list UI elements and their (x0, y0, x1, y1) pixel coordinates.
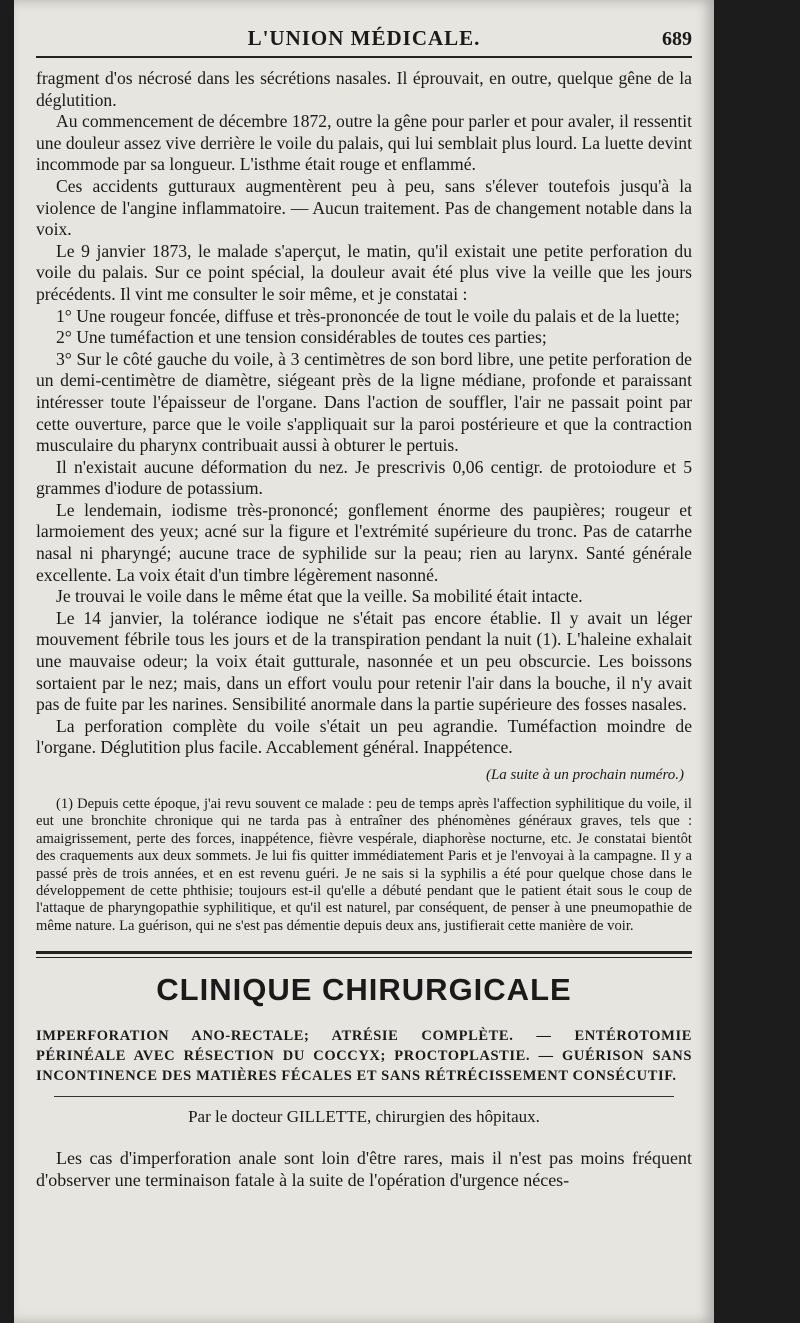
paragraph: 1° Une rougeur foncée, diffuse et très-prononcée de tout le voile du palais et de la luette; (56, 305, 680, 326)
paragraph: Le 9 janvier 1873, le malade s'aperçut, le matin, qu'il existait une petite perforation du voile du palais. Sur ce point spécial, la douleur avait été plus vive la veille que les jours précédents. Il vint me consulter le soir même, et je constatai : (36, 240, 692, 304)
paragraph: 2° Une tuméfaction et une tension considérables de toutes ces parties; (56, 327, 547, 348)
journal-page (14, 0, 714, 1323)
journal-title: L'UNION MÉDICALE. (247, 26, 481, 50)
article-body (36, 68, 692, 759)
footnote: (1) Depuis cette époque, j'ai revu souvent ce malade : peu de temps après l'affection syphilitique du voile, il eut une bronchite chronique qui ne tarda pas à entraîner des phénomènes généraux graves, tels que : amaigrissement, perte des forces, inappétence, fièvre vespérale, diaphorèse nocturne, etc. Je constatai bientôt des craquements aux deux sommets. Je lui fis quitter immédiatement Paris et je l'envoyai à la campagne. Il y a passé près de trois années, et en est revenu guéri. Je ne sais si la syphilis a été pour quelque chose dans le développement de cette phthisie; toujours est-il qu'elle a débuté pendant que le patient était sous le coup de l'attaque de pharyngopathie syphilitique, et qu'il est naturel, par conséquent, de penser à une pneumopathie de même nature. La guérison, qui ne s'est pas démentie depuis deux ans, justifierait cette manière de voir. (36, 796, 692, 934)
byline: Par le docteur GILLETTE, chirurgien des hôpitaux. (188, 1107, 540, 1127)
page-number: 689 (662, 28, 692, 50)
running-header (36, 20, 692, 58)
paragraph: fragment d'os nécrosé dans les sécrétions nasales. Il éprouvait, en outre, quelque gêne de la déglutition. (36, 68, 692, 110)
intro-paragraph: Les cas d'imperforation anale sont loin d'être rares, mais il n'est pas moins fréquent d'observer une terminaison fatale à la suite de l'opération d'urgence néces- (36, 1148, 692, 1191)
paragraph: Le lendemain, iodisme très-prononcé; gonflement énorme des paupières; rougeur et larmoiement des yeux; acné sur la figure et l'extrémité supérieure du tronc. Pas de catarrhe nasal ni pharyngé; aucune trace de syphilide sur la peau; rien au larynx. Santé générale excellente. La voix était d'un timbre légèrement nasonné. (36, 499, 692, 585)
section-divider (36, 951, 692, 958)
paragraph: Le 14 janvier, la tolérance iodique ne s'était pas encore établie. Il y avait un léger mouvement fébrile tous les jours et de la transpiration pendant la nuit (1). L'haleine exhalait une mauvaise odeur; la voix était gutturale, nasonnée et un peu obscurcie. Les boissons sortaient par le nez; mais, dans un effort voulu pour retenir l'air dans la bouche, il n'y avait pas de fuite par les narines. Sensibilité anormale dans la partie supérieure des fosses nasales. (36, 607, 692, 715)
title-rule (54, 1096, 674, 1097)
continued-note: (La suite à un prochain numéro.) (485, 767, 684, 783)
article-title: IMPERFORATION ANO-RECTALE; ATRÉSIE COMPLÈTE. — ENTÉROTOMIE PÉRINÉALE AVEC RÉSECTION DU COCCYX; PROCTOPLASTIE. — GUÉRISON SANS INCONTINENCE DES MATIÈRES FÉCALES ET SANS RÉTRÉCISSEMENT CONSÉCUTIF. (36, 1028, 692, 1085)
paragraph: Il n'existait aucune déformation du nez. Je prescrivis 0,06 centigr. de protoiodure et 5 grammes d'iodure de potassium. (36, 456, 692, 499)
paragraph: Ces accidents gutturaux augmentèrent peu à peu, sans s'élever toutefois jusqu'à la violence de l'angine inflammatoire. — Aucun traitement. Pas de changement notable dans la voix. (36, 175, 692, 240)
page-content (36, 20, 692, 1209)
paragraph: 3° Sur le côté gauche du voile, à 3 centimètres de son bord libre, une petite perforation de un demi-centimètre de diamètre, siégeant près de la ligne médiane, profonde et paraissant intéresser toute l'épaisseur de l'organe. Dans l'action de souffler, l'air ne passait point par cette ouverture, parce que le voile s'appliquait sur la paroi postérieure et que la contraction musculaire du pharynx contribuait aussi à obturer le pertuis. (36, 348, 692, 456)
paragraph: Je trouvai le voile dans le même état que la veille. Sa mobilité était intacte. (56, 586, 583, 607)
paragraph: La perforation complète du voile s'était un peu agrandie. Tuméfaction moindre de l'organe. Déglutition plus facile. Accablement général. Inappétence. (36, 715, 692, 758)
section-title: CLINIQUE CHIRURGICALE (156, 972, 572, 1008)
paragraph: Au commencement de décembre 1872, outre la gêne pour parler et pour avaler, il ressentit une douleur assez vive derrière le voile du palais, qui lui semblait plus lourd. La luette devint incommode par sa longueur. L'isthme était rouge et enflammé. (36, 111, 692, 175)
